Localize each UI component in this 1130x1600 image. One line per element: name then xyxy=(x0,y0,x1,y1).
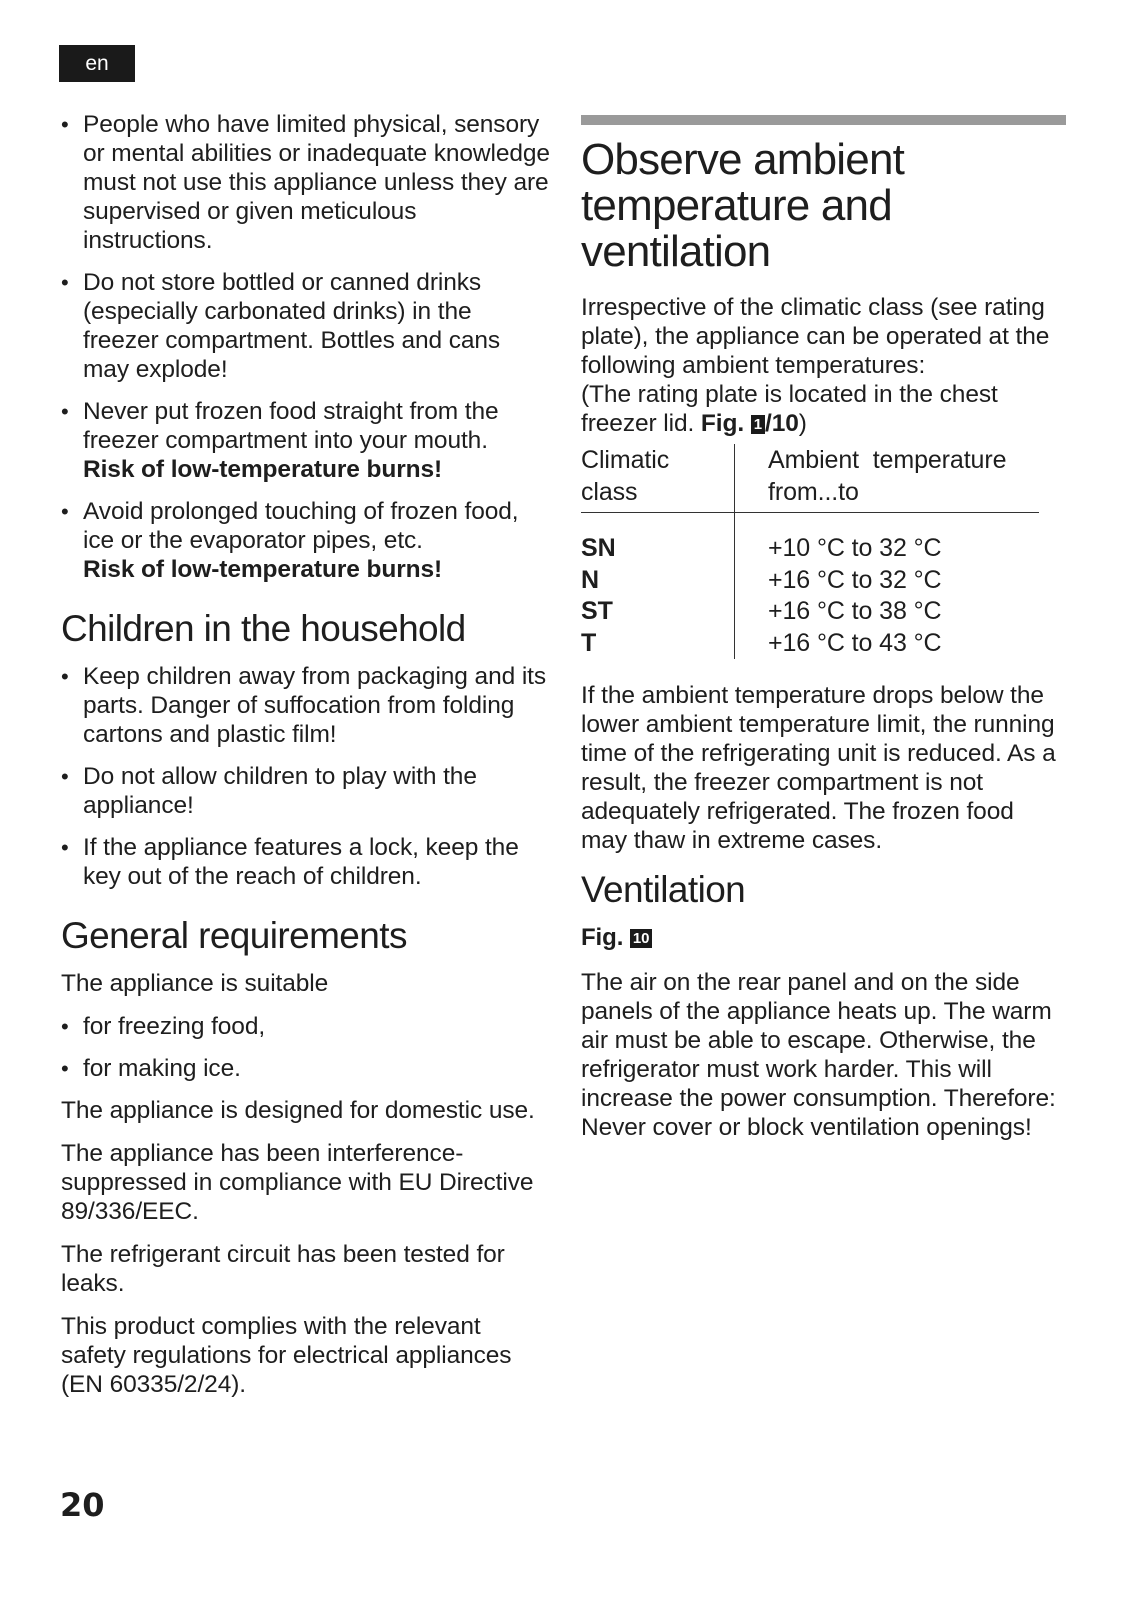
warning-text: Risk of low-temperature burns! xyxy=(83,556,443,583)
table-header-row xyxy=(581,444,1039,513)
paragraph: The appliance has been interference-suppressed in compliance with EU Directive 89/336/EEC. xyxy=(61,1140,534,1225)
ventilation-heading: Ventilation xyxy=(581,869,746,910)
figure-number-box: 1 xyxy=(751,415,765,434)
table-row xyxy=(581,565,1039,597)
paragraph: This product complies with the relevant safety regulations for electrical appliances (EN 60335/2/24). xyxy=(61,1313,512,1398)
temperature-range-cell: +16 °C to 38 °C xyxy=(768,597,942,625)
language-tag: en xyxy=(59,45,135,82)
list-item: • If the appliance features a lock, keep the key out of the reach of children. xyxy=(61,833,551,891)
bullet-text: Never put frozen food straight from the freezer compartment into your mouth. xyxy=(83,398,499,454)
general-intro: The appliance is suitable xyxy=(61,970,329,997)
ventilation-figure-ref xyxy=(581,923,1066,952)
list-item: • Keep children away from packaging and its parts. Danger of suffocation from folding cartons and plastic film! xyxy=(61,662,551,749)
suitable-list xyxy=(61,1012,551,1083)
right-column xyxy=(581,110,1066,1156)
note-close: ) xyxy=(798,410,807,437)
table-row xyxy=(581,628,1039,660)
list-item xyxy=(61,397,551,484)
bullet-text: People who have limited physical, sensory or mental abilities or inadequate knowledge must not use this appliance unless they are supervised or given meticulous instructions. xyxy=(83,111,550,254)
general-requirements-heading: General requirements xyxy=(61,915,407,956)
page-number: 20 xyxy=(60,1486,105,1524)
climate-class-cell: ST xyxy=(581,596,735,628)
list-item xyxy=(61,110,551,255)
ventilation-paragraph: The air on the rear panel and on the side panels of the appliance heats up. The warm air must be able to escape. Otherwise, the refrigerator must work harder. This will increase the power consumption. Therefore: Never cover or block ventilation openings! xyxy=(581,969,1056,1141)
paragraph: The appliance is designed for domestic use. xyxy=(61,1097,535,1124)
table-row xyxy=(581,533,1039,565)
climate-class-table xyxy=(581,444,1039,659)
fig-item: /10 xyxy=(765,410,799,437)
climate-class-cell: T xyxy=(581,628,735,660)
temperature-range-cell: +16 °C to 32 °C xyxy=(768,565,942,594)
left-column xyxy=(61,110,551,1413)
bullet-text: Do not store bottled or canned drinks (especially carbonated drinks) in the freezer compartment. Bottles and cans may explode! xyxy=(83,269,501,383)
column-header-climatic-class: Climatic class xyxy=(581,444,735,513)
safety-list xyxy=(61,110,551,584)
note-text: (The rating plate is located in the chest freezer lid. xyxy=(581,381,998,437)
intro-paragraph: Irrespective of the climatic class (see rating plate), the appliance can be operated at the following ambient temperatures: xyxy=(581,294,1050,379)
paragraph: The refrigerant circuit has been tested for leaks. xyxy=(61,1241,505,1297)
list-item xyxy=(61,497,551,584)
rating-plate-note xyxy=(581,380,1066,438)
climate-class-cell: N xyxy=(581,565,735,597)
temperature-range-cell: +16 °C to 43 °C xyxy=(768,628,942,657)
climate-class-cell: SN xyxy=(581,533,735,565)
bullet-text: Avoid prolonged touching of frozen food, ice or the evaporator pipes, etc. xyxy=(83,498,519,554)
list-item: • Do not allow children to play with the appliance! xyxy=(61,762,551,820)
warning-text: Risk of low-temperature burns! xyxy=(83,456,443,483)
fig-label: Fig. xyxy=(581,924,624,951)
low-temperature-paragraph: If the ambient temperature drops below the lower ambient temperature limit, the running time of the refrigerating unit is reduced. As a result, the freezer compartment is not adequately refrigerated. The frozen food may thaw in extreme cases. xyxy=(581,682,1056,854)
table-row xyxy=(581,596,1039,628)
section-divider xyxy=(581,115,1066,125)
column-header-ambient-temperature: Ambient temperature from...to xyxy=(735,444,1040,513)
figure-number-box: 10 xyxy=(630,929,653,948)
list-item: • for making ice. xyxy=(61,1054,551,1083)
main-heading: Observe ambient temperature and ventilation xyxy=(581,135,905,276)
list-item xyxy=(61,268,551,384)
children-heading: Children in the household xyxy=(61,608,466,649)
fig-label: Fig. xyxy=(700,410,745,437)
list-item: • for freezing food, xyxy=(61,1012,551,1041)
temperature-range-cell: +10 °C to 32 °C xyxy=(768,534,942,562)
children-list xyxy=(61,662,551,891)
